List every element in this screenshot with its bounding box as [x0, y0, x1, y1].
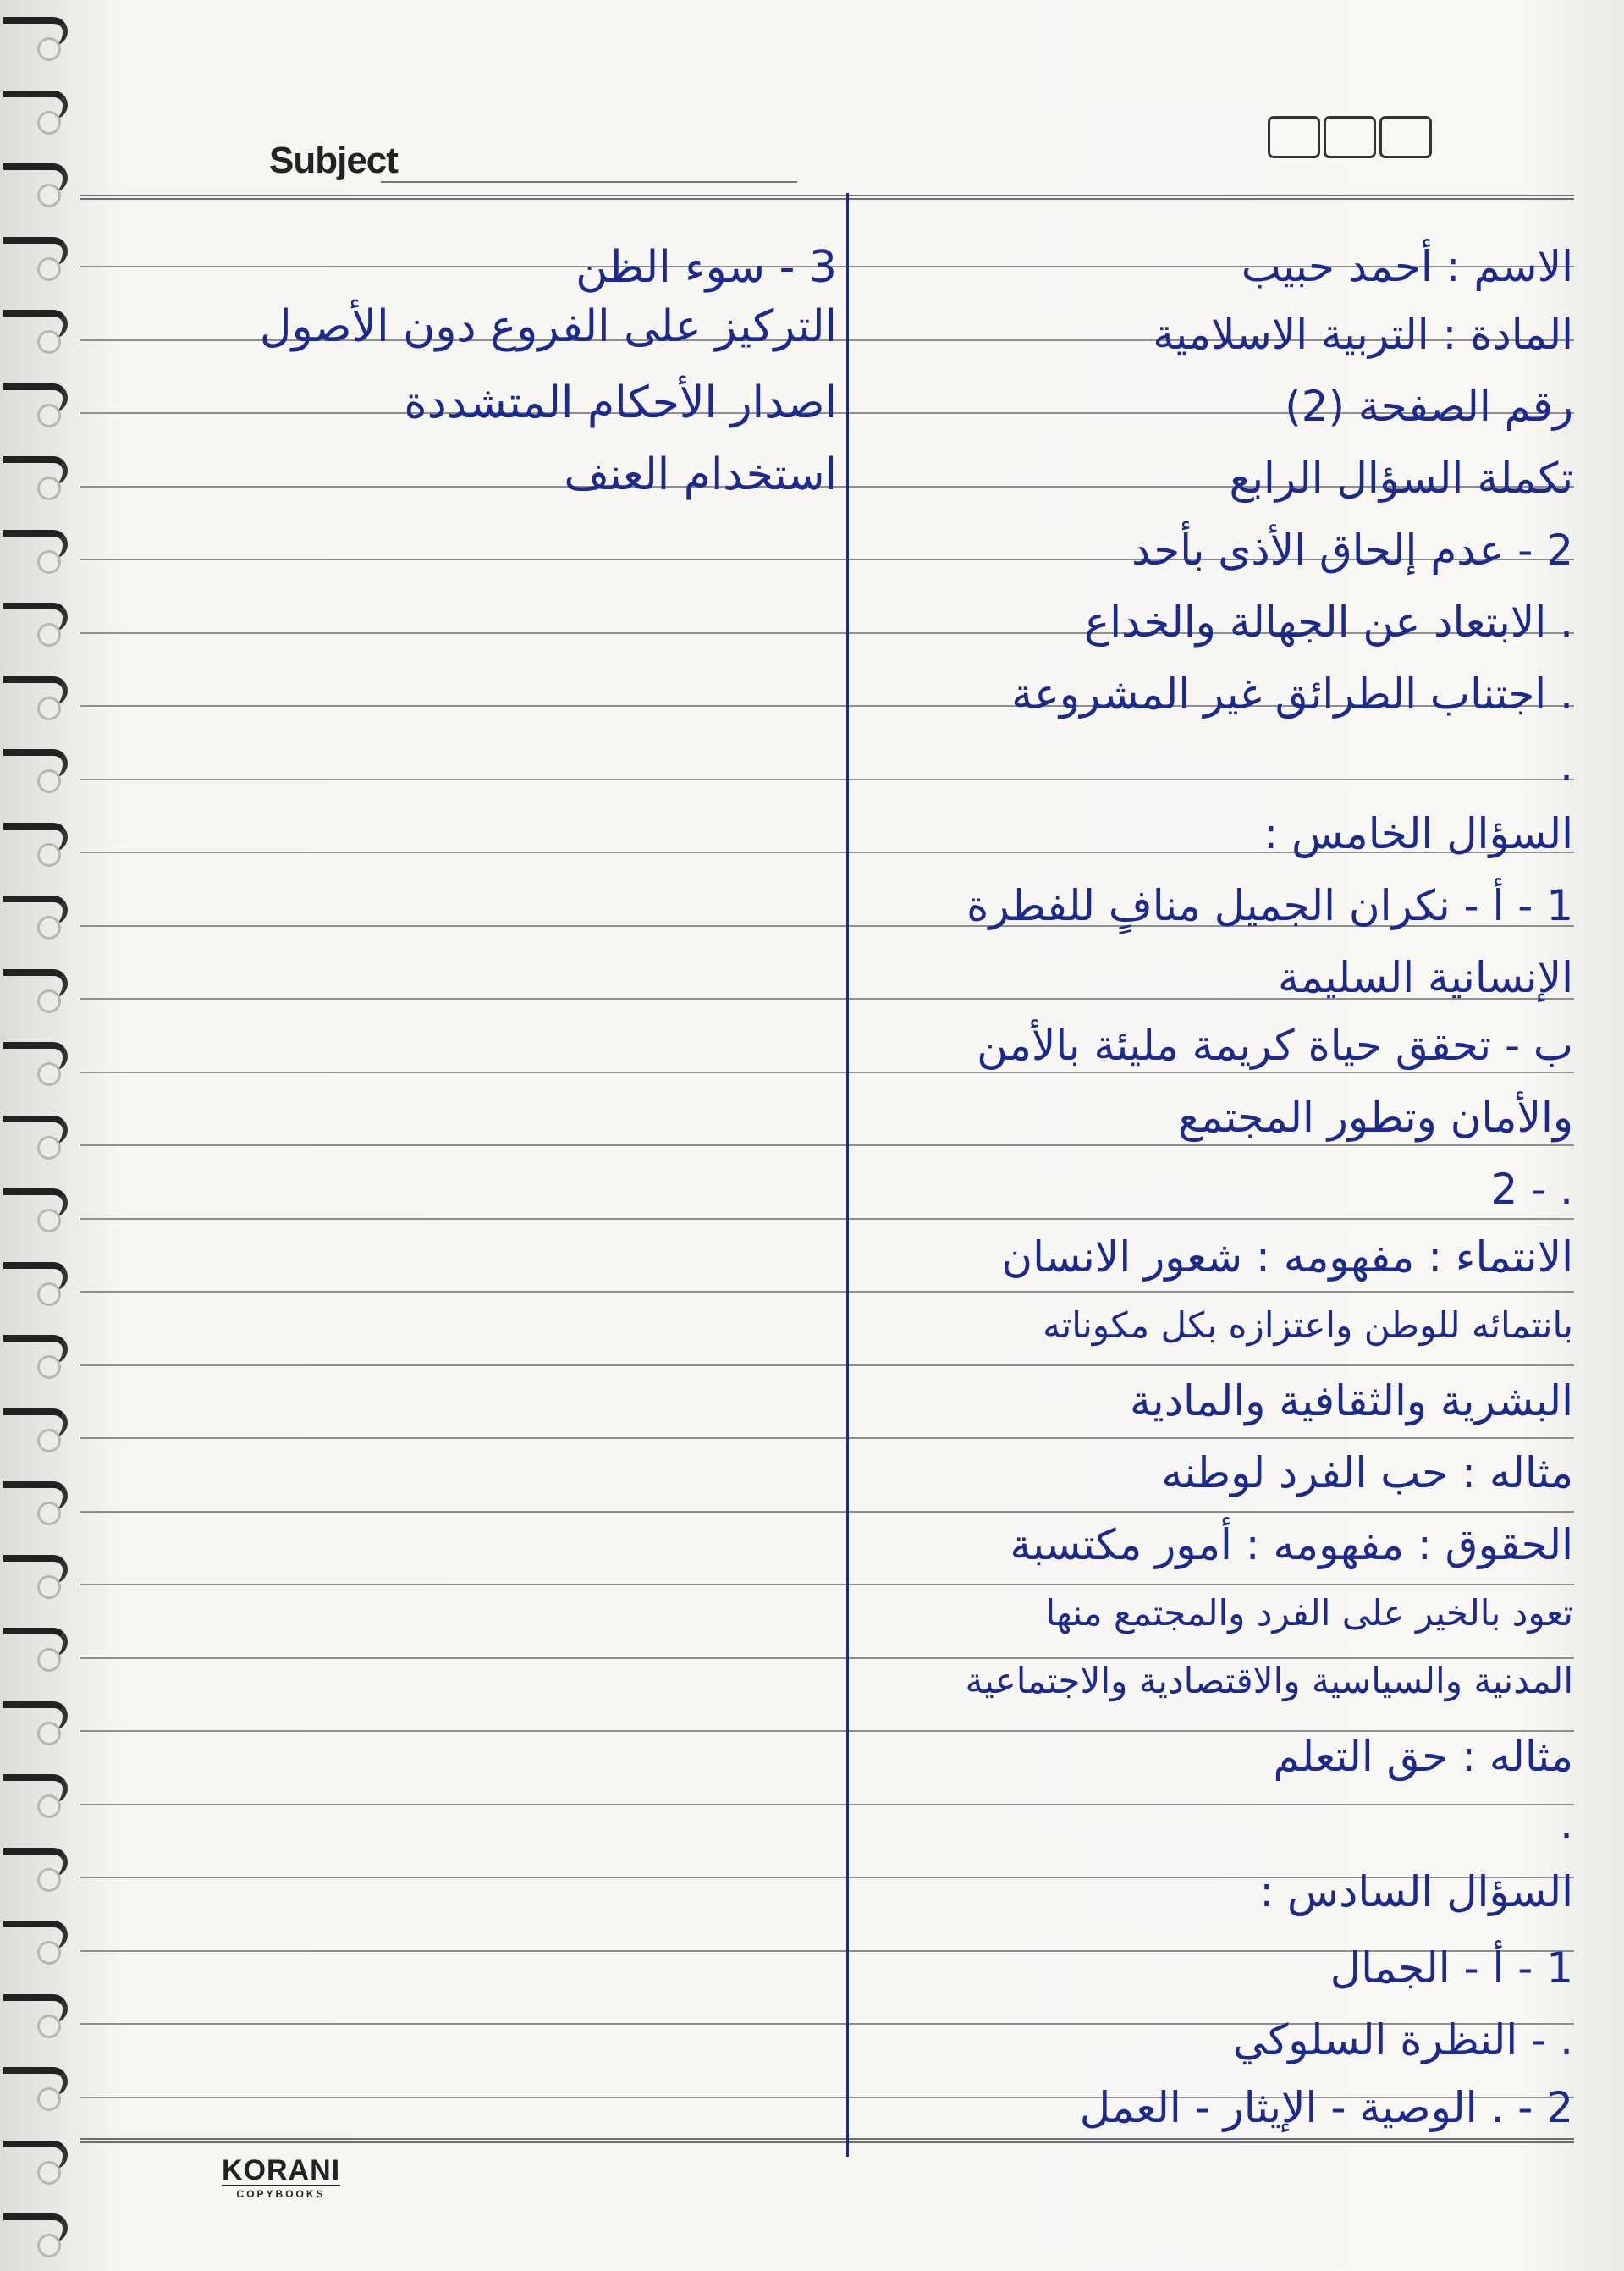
answer-line: الإنسانية السليمة	[1278, 953, 1573, 1002]
date-box-3	[1379, 116, 1432, 158]
spiral-ring	[3, 1555, 68, 1584]
answer-line: اصدار الأحكام المتشددة	[404, 378, 837, 428]
rule-line	[80, 1072, 1574, 1073]
answer-line: . - 2	[1490, 1165, 1573, 1214]
spiral-ring	[3, 749, 68, 778]
spiral-ring	[3, 1701, 68, 1730]
answer-line: السؤال الخامس :	[1263, 809, 1573, 858]
spiral-ring	[3, 1481, 68, 1510]
footer-rule	[80, 2138, 1574, 2143]
spiral-ring	[3, 1628, 68, 1656]
rule-line	[80, 1804, 1574, 1805]
spiral-ring	[3, 91, 68, 119]
answer-line: مثاله : حب الفرد لوطنه	[1161, 1448, 1573, 1497]
answer-line: .	[1560, 1800, 1573, 1849]
rule-line	[80, 779, 1574, 780]
answer-line: مثاله : حق التعلم	[1273, 1732, 1573, 1781]
answer-line: . اجتناب الطرائق غير المشروعة	[1011, 670, 1573, 719]
spiral-ring	[3, 2141, 68, 2169]
spiral-ring	[3, 2067, 68, 2096]
spiral-ring	[3, 896, 68, 924]
answer-line: التركيز على الفروع دون الأصول	[259, 301, 837, 352]
column-divider	[846, 193, 849, 2157]
spiral-ring	[3, 383, 68, 412]
rule-line	[80, 1144, 1574, 1146]
answer-line: 1 - أ - الجمال	[1329, 1943, 1573, 1993]
spiral-ring	[3, 456, 68, 485]
answer-line: تعود بالخير على الفرد والمجتمع منها	[1045, 1592, 1573, 1634]
logo-text: KORANI	[222, 2154, 341, 2186]
answer-line: .	[1560, 741, 1573, 791]
answer-line: المدنية والسياسية والاقتصادية والاجتماعية	[965, 1660, 1573, 1701]
answer-line: 2 - . الوصية - الإيثار - العمل	[1079, 2083, 1573, 2132]
spiral-ring	[3, 1848, 68, 1877]
answer-line: والأمان وتطور المجتمع	[1177, 1093, 1573, 1142]
spiral-ring	[3, 1408, 68, 1437]
rule-line	[80, 1657, 1574, 1659]
spiral-ring	[3, 823, 68, 852]
spiral-ring	[3, 603, 68, 631]
spiral-ring	[3, 1042, 68, 1071]
answer-line: البشرية والثقافية والمادية	[1130, 1376, 1573, 1425]
answer-line: . - النظرة السلوكي	[1232, 2015, 1573, 2064]
brand-logo	[222, 2156, 340, 2200]
answer-line: 3 - سوء الظن	[575, 242, 837, 293]
spiral-binding	[0, 0, 76, 2271]
header-rule	[80, 195, 1574, 200]
answer-line: . الابتعاد عن الجهالة والخداع	[1084, 598, 1573, 647]
date-boxes	[1268, 116, 1432, 158]
answer-line: ب - تحقق حياة كريمة مليئة بالأمن	[977, 1021, 1573, 1070]
answer-line: الانتماء : مفهومه : شعور الانسان	[1001, 1232, 1573, 1282]
spiral-ring	[3, 1774, 68, 1803]
subject-line	[381, 181, 797, 183]
answer-line: 2 - عدم إلحاق الأذى بأحد	[1131, 526, 1573, 575]
answer-line: السؤال السادس :	[1259, 1867, 1573, 1916]
rule-line	[80, 1291, 1574, 1293]
answer-line: تكملة السؤال الرابع	[1229, 454, 1573, 503]
answer-line: المادة : التربية الاسلامية	[1153, 310, 1573, 359]
date-box-1	[1268, 116, 1320, 158]
logo-subtext: COPYBOOKS	[236, 2188, 326, 2200]
subject-label: Subject	[269, 140, 398, 181]
date-box-2	[1324, 116, 1376, 158]
answer-line: 1 - أ - نكران الجميل منافٍ للفطرة	[966, 881, 1573, 930]
answer-line: الحقوق : مفهومه : أمور مكتسبة	[1010, 1520, 1573, 1569]
answer-line: استخدام العنف	[564, 449, 837, 500]
spiral-ring	[3, 1994, 68, 2023]
spiral-ring	[3, 310, 68, 339]
spiral-ring	[3, 1921, 68, 1949]
rule-line	[80, 1584, 1574, 1585]
spiral-ring	[3, 1188, 68, 1217]
answer-line: رقم الصفحة (2)	[1285, 382, 1573, 431]
spiral-ring	[3, 530, 68, 559]
rule-line	[80, 1364, 1574, 1366]
spiral-ring	[3, 2213, 68, 2242]
rule-line	[80, 1511, 1574, 1513]
spiral-ring	[3, 17, 68, 46]
spiral-ring	[3, 1116, 68, 1144]
spiral-ring	[3, 237, 68, 266]
rule-line	[80, 1437, 1574, 1439]
rule-line	[80, 1218, 1574, 1220]
answer-line: الاسم : أحمد حبيب	[1241, 242, 1573, 291]
spiral-ring	[3, 969, 68, 998]
spiral-ring	[3, 676, 68, 705]
spiral-ring	[3, 1262, 68, 1291]
spiral-ring	[3, 1335, 68, 1364]
spiral-ring	[3, 163, 68, 192]
answer-line: بانتمائه للوطن واعتزازه بكل مكوناته	[1043, 1304, 1573, 1346]
